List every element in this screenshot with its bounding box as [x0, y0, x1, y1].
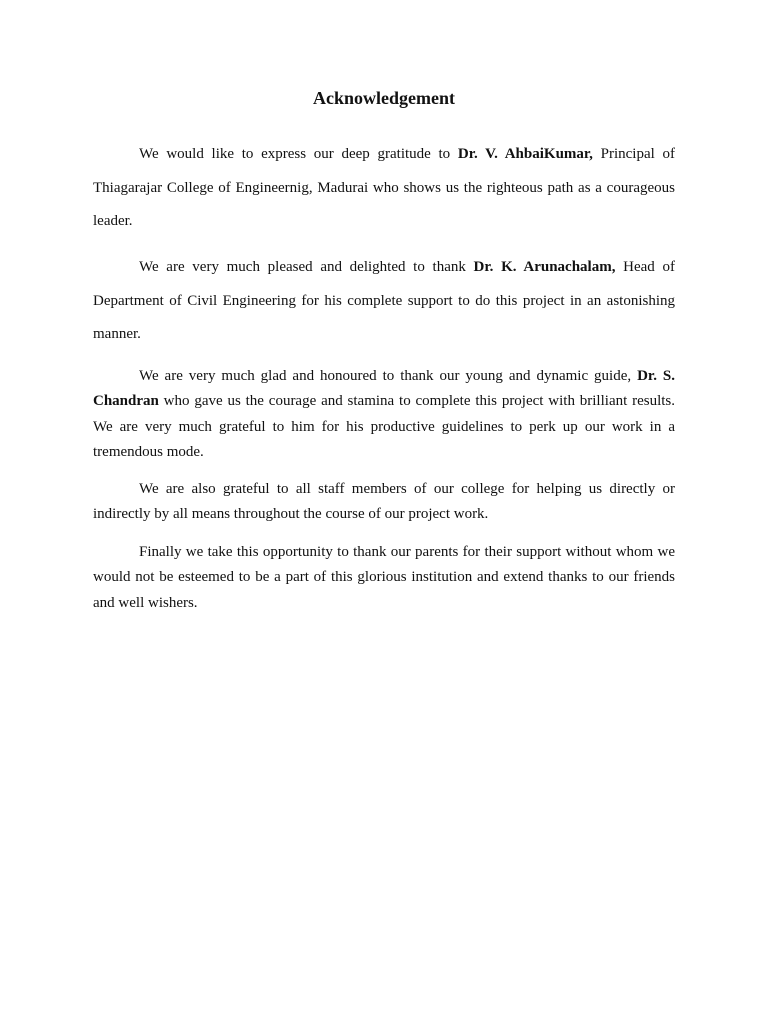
paragraph-1-text: We would like to express our deep gratitude to [139, 146, 458, 162]
paragraph-3 [93, 364, 675, 465]
paragraph-2-name: Dr. K. Arunachalam, [473, 259, 616, 275]
paragraph-2-text: We are very much pleased and delighted to thank [139, 259, 474, 275]
paragraph-4: We are also grateful to all staff members of our college for helping us directly or indirectly by all means throughout the course of our project work. [93, 481, 675, 523]
page-title: Acknowledgement [313, 88, 455, 108]
paragraph-1-text-end: Principal of Thiagarajar College of Engineernig, Madurai who shows us the righteous path as a courageous leader. [93, 146, 675, 229]
paragraph-2 [93, 251, 675, 352]
paragraph-3-text-end: who gave us the courage and stamina to complete this project with brilliant results. We are very much grateful to him for his productive guidelines to perk up our work in a tremendous mode. [93, 393, 675, 460]
paragraph-5: Finally we take this opportunity to thank our parents for their support without whom we would not be esteemed to be a part of this glorious institution and extend thanks to our friends and well wishers. [93, 544, 675, 611]
paragraph-1 [93, 138, 675, 239]
paragraph-1-name: Dr. V. AhbaiKumar, [457, 146, 593, 162]
paragraph-3-text: We are very much glad and honoured to thank our young and dynamic guide, [139, 368, 638, 384]
paragraph-3-name: Dr. S. Chandran [93, 368, 675, 410]
paragraph-2-text-end: Head of Department of Civil Engineering for his complete support to do this project in an astonishing manner. [93, 259, 675, 342]
